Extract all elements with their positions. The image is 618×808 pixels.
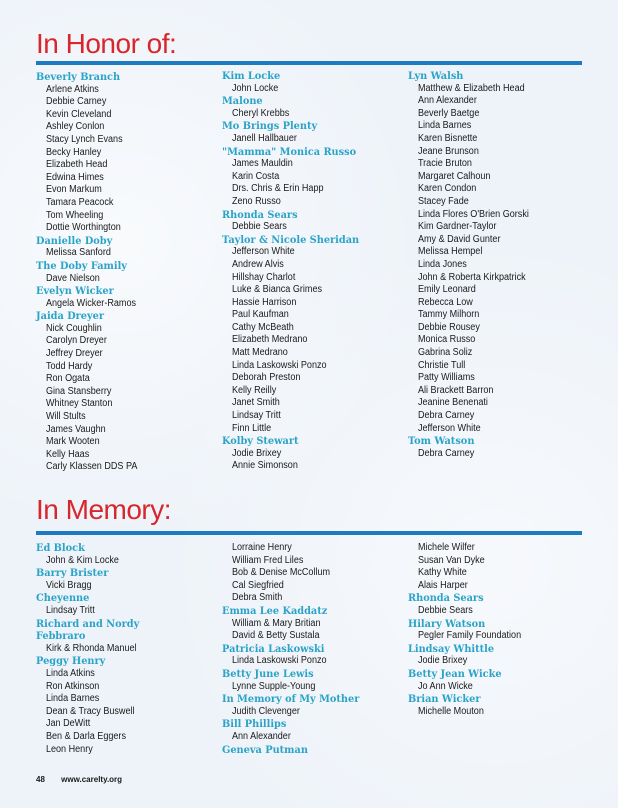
honoree-name: Danielle Doby [36,234,113,247]
donor-name: Melissa Sanford [45,247,111,259]
tribute-entry [36,567,226,592]
donor-name: Linda Flores O'Brien Gorski [417,208,529,220]
memory-column-2 [222,542,412,756]
honoree-name: Cheyenne [36,592,90,605]
donor-name: Jo Ann Wicke [417,680,473,692]
honoree-name: Patricia Laskowski [222,642,325,655]
tribute-entry [222,435,412,473]
donor-name: Angela Wicker-Ramos [45,297,137,309]
tribute-entry [222,146,412,209]
tribute-entry [36,71,226,235]
honor-section-title: In Honor of: [36,28,177,59]
donor-name: Tracie Bruton [417,158,472,170]
honoree-name: Betty Jean Wicke [408,667,502,680]
donor-name: Lindsay Tritt [45,604,95,616]
honoree-name: The Doby Family [36,259,127,272]
donor-name: Tom Wheeling [45,209,104,221]
honoree-name: Barry Brister [36,567,109,580]
donor-name: Cathy McBeath [231,321,294,333]
donor-name: Debbie Sears [417,604,473,616]
donor-name: Linda Laskowski Ponzo [231,655,327,667]
donor-name: Judith Clevenger [231,705,300,717]
donor-name: Kim Gardner-Taylor [417,221,497,233]
donor-name: Rebecca Low [417,296,473,308]
donor-name: Jeffrey Dreyer [45,348,103,360]
donor-name: Carly Klassen DDS PA [45,461,138,473]
tribute-entry [36,618,226,631]
memory-column-1 [36,542,226,756]
memory-section-title: In Memory: [36,494,172,525]
donor-name: Jeanine Benenati [417,397,488,409]
donor-name: Hillshay Charlot [231,271,296,283]
honoree-name: Betty June Lewis [222,667,314,680]
donor-name: John & Kim Locke [45,554,119,566]
donor-name: Edwina Himes [45,171,104,183]
donor-name: James Mauldin [231,158,293,170]
tribute-entry [36,285,226,310]
donor-name: Linda Laskowski Ponzo [231,359,327,371]
tribute-entry [36,235,226,260]
donor-name: Will Stults [45,411,86,423]
donor-name: Monica Russo [417,334,476,346]
page-number: 48 [36,775,45,784]
tribute-entry [36,592,226,617]
tribute-entry [222,643,412,668]
donor-name: Drs. Chris & Erin Happ [231,183,324,195]
honoree-name: Taylor & Nicole Sheridan [222,233,360,246]
tribute-entry [36,542,226,567]
donor-name: Carolyn Dreyer [45,335,107,347]
donor-name: Linda Barnes [45,693,100,705]
honoree-name: Lyn Walsh [408,70,464,82]
donor-name: Jeane Brunson [417,145,479,157]
honoree-name: Ed Block [36,542,85,554]
donor-name: Todd Hardy [45,360,93,372]
honoree-name: Kim Locke [222,70,281,82]
donor-name: Annie Simonson [231,460,298,472]
tribute-entry [408,542,598,592]
donor-name: Matt Medrano [231,347,288,359]
donor-name: Cheryl Krebbs [231,107,290,119]
donor-name: Lynne Supple-Young [231,680,316,692]
honoree-name: Emma Lee Kaddatz [222,604,328,617]
donor-name: Kevin Cleveland [45,108,112,120]
donor-name: Alais Harper [417,579,468,591]
donor-name: Beverly Baetge [417,107,480,119]
tribute-entry [222,209,412,234]
donor-name: Michele Wilfer [417,542,475,553]
donor-name: Karen Condon [417,183,477,195]
honor-column-3 [408,70,598,460]
tribute-entry [36,310,226,474]
donor-name: Kathy White [417,567,467,579]
honoree-name: Peggy Henry [36,655,106,668]
honoree-name: Tom Watson [408,435,475,448]
tribute-entry [222,668,412,693]
donor-name: Ashley Conlon [45,121,105,133]
tribute-entry [222,718,412,743]
donor-name: Christie Tull [417,359,466,371]
donor-name: Arlene Atkins [45,83,99,95]
tribute-entry [222,693,412,718]
tribute-entry [222,744,412,757]
donor-name: Emily Leonard [417,284,476,296]
honoree-name: Beverly Branch [36,71,121,83]
donor-name: Jodie Brixey [231,447,282,459]
donor-name: Amy & David Gunter [417,233,501,245]
donor-name: Debra Smith [231,592,283,604]
tribute-entry [36,655,226,756]
donor-name: Vicki Bragg [45,579,92,591]
donor-name: Matthew & Elizabeth Head [417,82,525,94]
donor-name: Jefferson White [417,422,481,434]
honoree-name: Bill Phillips [222,718,287,731]
honoree-name: "Mamma" Monica Russo [222,145,357,158]
donor-name: Ann Alexander [231,730,291,742]
donor-name: Jefferson White [231,246,295,258]
honor-section-rule [36,61,582,65]
donor-name: Nick Coughlin [45,322,102,334]
tribute-entry [222,605,412,643]
honoree-name: Richard and Nordy [36,617,140,630]
donor-name: Susan Van Dyke [417,554,485,566]
tribute-entry [408,668,598,693]
donor-name: Ali Brackett Barron [417,384,494,396]
donor-name: Whitney Stanton [45,398,113,410]
honoree-name: Mo Brings Plenty [222,120,318,133]
tribute-entry [222,120,412,145]
donor-name: Karen Bisnette [417,132,478,144]
honoree-name: Jaida Dreyer [36,310,105,323]
tribute-entry [222,542,412,605]
honoree-name: Kolby Stewart [222,435,299,448]
donor-name: Linda Jones [417,258,467,270]
donor-name: Jan DeWitt [45,718,91,730]
donor-name: William & Mary Britian [231,617,321,629]
donor-name: Ben & Darla Eggers [45,730,126,742]
donor-name: Pegler Family Foundation [417,630,522,642]
donor-name: Debra Carney [417,410,475,422]
donor-name: Gabrina Soliz [417,347,473,359]
donor-name: Linda Barnes [417,120,472,132]
donor-name: John Locke [231,82,279,94]
donor-name: Stacy Lynch Evans [45,133,123,145]
donor-name: Dave Nielson [45,272,100,284]
donor-name: Ann Alexander [417,95,477,107]
donor-name: Debra Carney [417,447,475,459]
honoree-name: Rhonda Sears [408,592,484,605]
donor-name: Debbie Rousey [417,321,480,333]
donor-name: Dottie Worthington [45,222,121,234]
honoree-name: Rhonda Sears [222,208,298,221]
donor-name: Cal Siegfried [231,579,284,591]
donor-name: Kelly Haas [45,448,90,460]
donor-name: Lindsay Tritt [231,410,281,422]
honor-column-1 [36,71,226,474]
tribute-entry [222,95,412,120]
donor-name: Elizabeth Medrano [231,334,308,346]
donor-name: Mark Wooten [45,436,100,448]
donor-name: Kelly Reilly [231,384,277,396]
donor-name: Karin Costa [231,170,280,182]
honoree-name: Febbraro [36,630,86,643]
tribute-entry [408,592,598,617]
donor-name: Linda Atkins [45,667,95,679]
tribute-entry [222,234,412,436]
donor-name: Deborah Preston [231,372,301,384]
donor-name: Hassie Harrison [231,296,297,308]
donor-name: Patty Williams [417,372,475,384]
donor-name: Ron Atkinson [45,680,100,692]
memory-column-3 [408,542,598,718]
honoree-name: Malone [222,95,263,108]
tribute-entry [408,618,598,643]
tribute-entry [36,260,226,285]
honoree-name: In Memory of My Mother [222,693,360,706]
donor-name: Gina Stansberry [45,385,112,397]
website-url[interactable]: www.carelty.org [61,775,123,784]
tribute-entry [408,435,598,460]
donor-name: Stacey Fade [417,195,469,207]
donor-name: Kirk & Rhonda Manuel [45,642,137,654]
donor-name: Bob & Denise McCollum [231,567,331,579]
donor-name: Debbie Sears [231,221,287,233]
donor-name: James Vaughn [45,423,106,435]
donor-name: Evon Markum [45,184,102,196]
tribute-entry [408,643,598,668]
donor-name: Andrew Alvis [231,258,284,270]
honoree-name: Geneva Putman [222,743,308,756]
tribute-entry [222,70,412,95]
donor-name: Melissa Hempel [417,246,483,258]
donor-name: Zeno Russo [231,195,281,207]
tribute-entry [408,70,598,435]
donor-name: David & Betty Sustala [231,630,320,642]
donor-name: Dean & Tracy Buswell [45,705,135,717]
donor-name: Tammy Milhorn [417,309,480,321]
honor-column-2 [222,70,412,473]
honoree-name: Brian Wicker [408,693,481,706]
tribute-entry [36,630,226,655]
donor-name: Janell Hallbauer [231,132,297,144]
donor-name: Finn Little [231,422,272,434]
donor-name: Margaret Calhoun [417,170,491,182]
donor-name: Paul Kaufman [231,309,289,321]
honoree-name: Evelyn Wicker [36,285,114,298]
donor-name: Elizabeth Head [45,159,108,171]
memory-section-rule [36,531,582,535]
donor-name: William Fred Liles [231,554,304,566]
donor-name: Lorraine Henry [231,542,292,553]
honoree-name: Lindsay Whittle [408,642,495,655]
donor-name: Becky Hanley [45,146,102,158]
donor-name: Debbie Carney [45,96,107,108]
donor-name: John & Roberta Kirkpatrick [417,271,526,283]
donor-name: Janet Smith [231,397,280,409]
page-footer [36,775,122,784]
honoree-name: Hilary Watson [408,617,486,630]
donor-name: Luke & Bianca Grimes [231,284,323,296]
donor-name: Tamara Peacock [45,196,114,208]
tribute-entry [408,693,598,718]
donor-name: Jodie Brixey [417,655,468,667]
donor-name: Leon Henry [45,743,93,755]
donor-name: Michelle Mouton [417,705,484,717]
donor-name: Ron Ogata [45,373,90,385]
